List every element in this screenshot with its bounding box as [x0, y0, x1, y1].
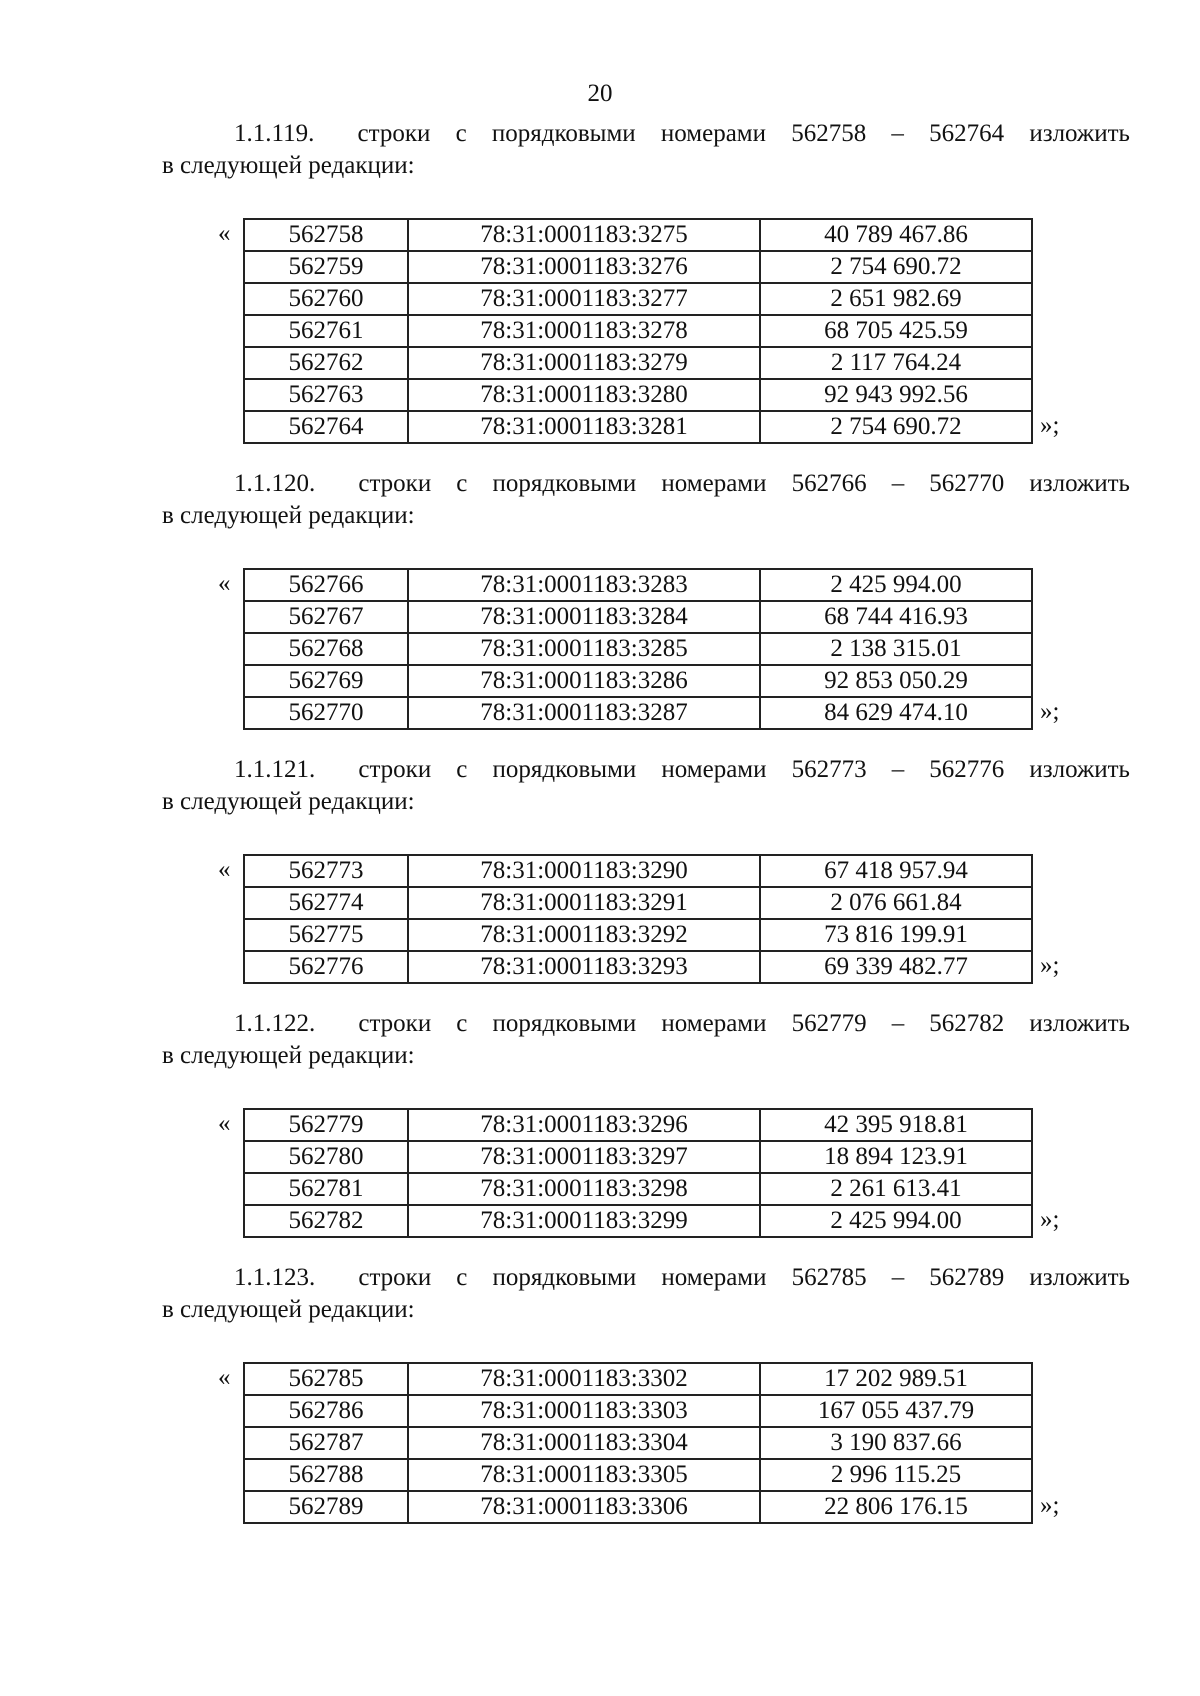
opening-quote: « — [218, 856, 231, 883]
value-cell: 42 395 918.81 — [760, 1109, 1032, 1141]
clause-word: 562764 — [929, 120, 1005, 147]
value-cell: 2 425 994.00 — [760, 1205, 1032, 1237]
row-number-cell: 562776 — [244, 951, 408, 983]
cadastral-number-cell: 78:31:0001183:3299 — [408, 1205, 760, 1237]
table-row — [244, 569, 1032, 601]
cadastral-number-cell: 78:31:0001183:3280 — [408, 379, 760, 411]
table-row — [244, 1173, 1032, 1205]
clause-heading-line1 — [162, 1262, 1130, 1294]
cadastral-number-cell: 78:31:0001183:3302 — [408, 1363, 760, 1395]
opening-quote: « — [218, 570, 231, 597]
table-row — [244, 1459, 1032, 1491]
table-row — [244, 347, 1032, 379]
opening-quote: « — [218, 1364, 231, 1391]
clause-word: 562776 — [929, 756, 1005, 783]
clause-number: 1.1.122. — [234, 1010, 316, 1037]
clause-word: строки — [358, 756, 432, 783]
clause-word: строки — [358, 1010, 432, 1037]
cadastral-number-cell: 78:31:0001183:3296 — [408, 1109, 760, 1141]
row-number-cell: 562769 — [244, 665, 408, 697]
row-number-cell: 562767 — [244, 601, 408, 633]
clause-word: порядковыми — [492, 1264, 637, 1291]
cadastral-number-cell: 78:31:0001183:3284 — [408, 601, 760, 633]
table-row — [244, 855, 1032, 887]
clause-heading-line2: в следующей редакции: — [162, 788, 415, 815]
table-row — [244, 697, 1032, 729]
clause-number: 1.1.120. — [234, 470, 316, 497]
table-row — [244, 1491, 1032, 1523]
clause-heading — [162, 118, 1130, 182]
clause-word: 562773 — [791, 756, 867, 783]
clause-word: 562779 — [791, 1010, 867, 1037]
row-number-cell: 562770 — [244, 697, 408, 729]
clause-heading — [162, 754, 1130, 818]
value-cell: 167 055 437.79 — [760, 1395, 1032, 1427]
cadastral-number-cell: 78:31:0001183:3275 — [408, 219, 760, 251]
clause-word: – — [891, 1264, 905, 1291]
cadastral-number-cell: 78:31:0001183:3281 — [408, 411, 760, 443]
clause-word: номерами — [661, 1010, 767, 1037]
value-cell: 2 076 661.84 — [760, 887, 1032, 919]
table-row — [244, 1363, 1032, 1395]
amendment-table — [243, 218, 1033, 444]
table-row — [244, 379, 1032, 411]
clause-word: с — [455, 120, 467, 147]
cadastral-number-cell: 78:31:0001183:3291 — [408, 887, 760, 919]
row-number-cell: 562766 — [244, 569, 408, 601]
value-cell: 2 261 613.41 — [760, 1173, 1032, 1205]
table-row — [244, 1395, 1032, 1427]
clause-heading-line2: в следующей редакции: — [162, 1296, 415, 1323]
clause-word: порядковыми — [492, 470, 637, 497]
value-cell: 69 339 482.77 — [760, 951, 1032, 983]
table-row — [244, 1109, 1032, 1141]
cadastral-number-cell: 78:31:0001183:3283 — [408, 569, 760, 601]
closing-quote: »; — [1040, 698, 1060, 725]
row-number-cell: 562789 — [244, 1491, 408, 1523]
cadastral-number-cell: 78:31:0001183:3276 — [408, 251, 760, 283]
clause-heading-line1 — [162, 468, 1130, 500]
amendment-table — [243, 568, 1033, 730]
clause-heading-line1 — [162, 1008, 1130, 1040]
cadastral-number-cell: 78:31:0001183:3292 — [408, 919, 760, 951]
clause-number: 1.1.121. — [234, 756, 316, 783]
cadastral-number-cell: 78:31:0001183:3277 — [408, 283, 760, 315]
value-cell: 92 943 992.56 — [760, 379, 1032, 411]
value-cell: 2 117 764.24 — [760, 347, 1032, 379]
value-cell: 17 202 989.51 — [760, 1363, 1032, 1395]
clause-word: номерами — [661, 470, 767, 497]
clause-heading-line1 — [162, 118, 1130, 150]
clause-word: изложить — [1029, 756, 1130, 783]
cadastral-number-cell: 78:31:0001183:3306 — [408, 1491, 760, 1523]
clause-word: с — [456, 1010, 468, 1037]
clause-word: – — [891, 120, 904, 147]
clause-word: 562789 — [929, 1264, 1005, 1291]
cadastral-number-cell: 78:31:0001183:3304 — [408, 1427, 760, 1459]
value-cell: 2 138 315.01 — [760, 633, 1032, 665]
cadastral-number-cell: 78:31:0001183:3293 — [408, 951, 760, 983]
clause-heading-line2: в следующей редакции: — [162, 152, 415, 179]
clause-word: изложить — [1029, 120, 1130, 147]
clause-word: с — [456, 756, 468, 783]
row-number-cell: 562787 — [244, 1427, 408, 1459]
table-row — [244, 219, 1032, 251]
cadastral-number-cell: 78:31:0001183:3298 — [408, 1173, 760, 1205]
row-number-cell: 562762 — [244, 347, 408, 379]
clause-heading — [162, 1008, 1130, 1072]
value-cell: 67 418 957.94 — [760, 855, 1032, 887]
table-row — [244, 665, 1032, 697]
table-row — [244, 601, 1032, 633]
cadastral-number-cell: 78:31:0001183:3305 — [408, 1459, 760, 1491]
value-cell: 22 806 176.15 — [760, 1491, 1032, 1523]
row-number-cell: 562780 — [244, 1141, 408, 1173]
value-cell: 84 629 474.10 — [760, 697, 1032, 729]
value-cell: 2 754 690.72 — [760, 251, 1032, 283]
cadastral-number-cell: 78:31:0001183:3290 — [408, 855, 760, 887]
clause-word: порядковыми — [492, 756, 637, 783]
row-number-cell: 562774 — [244, 887, 408, 919]
row-number-cell: 562781 — [244, 1173, 408, 1205]
opening-quote: « — [218, 220, 231, 247]
clause-word: изложить — [1029, 1010, 1130, 1037]
amendment-table — [243, 1362, 1033, 1524]
row-number-cell: 562759 — [244, 251, 408, 283]
table-row — [244, 887, 1032, 919]
clause-word: – — [891, 470, 905, 497]
clause-word: изложить — [1029, 470, 1130, 497]
table-row — [244, 1205, 1032, 1237]
clause-word: строки — [357, 120, 431, 147]
table-row — [244, 633, 1032, 665]
clause-word: 562782 — [929, 1010, 1005, 1037]
clause-word: строки — [358, 1264, 432, 1291]
clause-word: номерами — [661, 1264, 767, 1291]
clause-heading-line1 — [162, 754, 1130, 786]
closing-quote: »; — [1040, 1206, 1060, 1233]
clause-heading-line2: в следующей редакции: — [162, 1042, 415, 1069]
row-number-cell: 562775 — [244, 919, 408, 951]
value-cell: 2 651 982.69 — [760, 283, 1032, 315]
value-cell: 3 190 837.66 — [760, 1427, 1032, 1459]
row-number-cell: 562761 — [244, 315, 408, 347]
closing-quote: »; — [1040, 412, 1060, 439]
clause-word: – — [891, 1010, 905, 1037]
clause-word: порядковыми — [491, 120, 636, 147]
row-number-cell: 562779 — [244, 1109, 408, 1141]
value-cell: 40 789 467.86 — [760, 219, 1032, 251]
amendment-table — [243, 1108, 1033, 1238]
value-cell: 18 894 123.91 — [760, 1141, 1032, 1173]
cadastral-number-cell: 78:31:0001183:3286 — [408, 665, 760, 697]
clause-word: 562766 — [791, 470, 867, 497]
cadastral-number-cell: 78:31:0001183:3285 — [408, 633, 760, 665]
value-cell: 92 853 050.29 — [760, 665, 1032, 697]
row-number-cell: 562763 — [244, 379, 408, 411]
table-row — [244, 283, 1032, 315]
clause-word: номерами — [661, 756, 767, 783]
clause-number: 1.1.119. — [234, 120, 315, 147]
row-number-cell: 562764 — [244, 411, 408, 443]
table-row — [244, 315, 1032, 347]
row-number-cell: 562760 — [244, 283, 408, 315]
cadastral-number-cell: 78:31:0001183:3303 — [408, 1395, 760, 1427]
table-row — [244, 919, 1032, 951]
clause-heading-line2: в следующей редакции: — [162, 502, 415, 529]
page-number: 20 — [587, 80, 613, 107]
row-number-cell: 562782 — [244, 1205, 408, 1237]
value-cell: 2 425 994.00 — [760, 569, 1032, 601]
clause-word: 562770 — [929, 470, 1005, 497]
closing-quote: »; — [1040, 952, 1060, 979]
clause-number: 1.1.123. — [234, 1264, 316, 1291]
clause-word: изложить — [1029, 1264, 1130, 1291]
clause-word: номерами — [660, 120, 767, 147]
cadastral-number-cell: 78:31:0001183:3279 — [408, 347, 760, 379]
clause-word: 562785 — [791, 1264, 867, 1291]
closing-quote: »; — [1040, 1492, 1060, 1519]
value-cell: 2 996 115.25 — [760, 1459, 1032, 1491]
clause-word: с — [456, 470, 468, 497]
row-number-cell: 562786 — [244, 1395, 408, 1427]
row-number-cell: 562768 — [244, 633, 408, 665]
table-row — [244, 251, 1032, 283]
table-row — [244, 411, 1032, 443]
value-cell: 68 705 425.59 — [760, 315, 1032, 347]
clause-word: с — [456, 1264, 468, 1291]
row-number-cell: 562773 — [244, 855, 408, 887]
value-cell: 2 754 690.72 — [760, 411, 1032, 443]
cadastral-number-cell: 78:31:0001183:3287 — [408, 697, 760, 729]
value-cell: 73 816 199.91 — [760, 919, 1032, 951]
amendment-table — [243, 854, 1033, 984]
cadastral-number-cell: 78:31:0001183:3297 — [408, 1141, 760, 1173]
clause-heading — [162, 1262, 1130, 1326]
clause-word: – — [891, 756, 905, 783]
clause-heading — [162, 468, 1130, 532]
row-number-cell: 562785 — [244, 1363, 408, 1395]
row-number-cell: 562788 — [244, 1459, 408, 1491]
table-row — [244, 1141, 1032, 1173]
opening-quote: « — [218, 1110, 231, 1137]
table-row — [244, 1427, 1032, 1459]
cadastral-number-cell: 78:31:0001183:3278 — [408, 315, 760, 347]
row-number-cell: 562758 — [244, 219, 408, 251]
clause-word: строки — [358, 470, 432, 497]
value-cell: 68 744 416.93 — [760, 601, 1032, 633]
table-row — [244, 951, 1032, 983]
clause-word: порядковыми — [492, 1010, 637, 1037]
clause-word: 562758 — [791, 120, 867, 147]
